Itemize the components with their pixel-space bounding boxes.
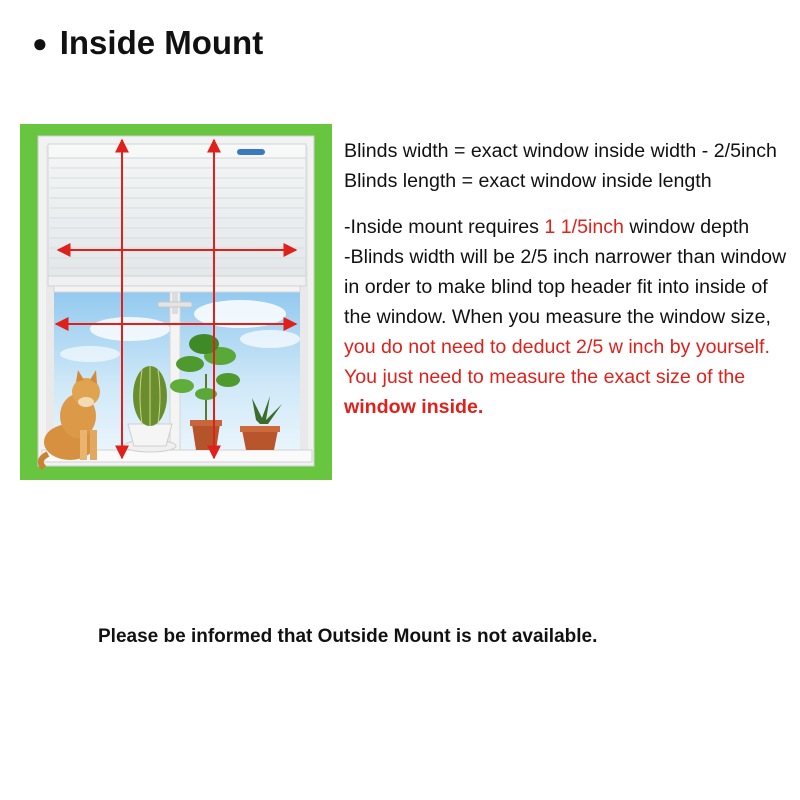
title-bullet: ● — [32, 28, 48, 58]
outside-mount-note: Please be informed that Outside Mount is not available. — [98, 626, 598, 647]
narrow-text: -Blinds width will be 2/5 inch narrower than window in order to make blind top header fit into inside of the window. When you measure the window size, — [344, 246, 787, 328]
instructions-text — [344, 136, 794, 422]
depth-value: 1 1/5inch — [544, 216, 624, 238]
narrow-red-bold: window inside. — [344, 396, 484, 418]
page-title — [32, 24, 263, 62]
depth-requirement — [344, 212, 794, 242]
width-formula: Blinds width = exact window inside width - 2/5inch — [344, 140, 777, 162]
narrow-red: you do not need to deduct 2/5 w inch by yourself. You just need to measure the exact size of the — [344, 336, 770, 388]
inside-mount-illustration — [20, 124, 332, 480]
narrow-note — [344, 242, 794, 422]
title-text: Inside Mount — [59, 24, 264, 61]
blind-icon — [48, 144, 306, 286]
depth-suffix: window depth — [623, 216, 750, 238]
depth-prefix: -Inside mount requires — [344, 216, 545, 238]
length-formula: Blinds length = exact window inside length — [344, 170, 712, 192]
